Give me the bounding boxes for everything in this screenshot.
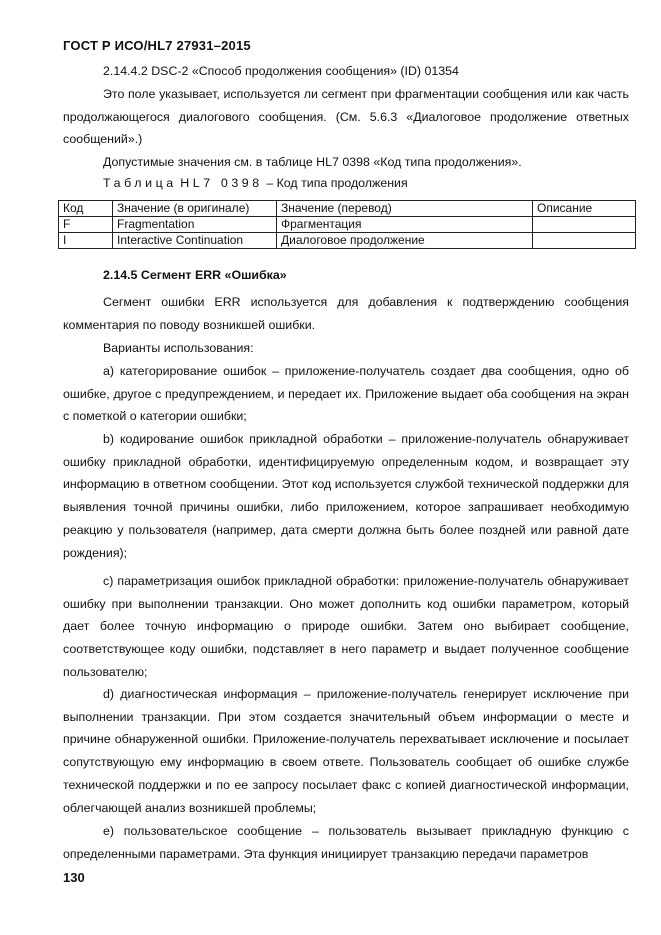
variants-label: Варианты использования: [103, 341, 254, 355]
allowed-values-note: Допустимые значения см. в таблице HL7 0398 «Код типа продолжения». [103, 155, 522, 169]
table-caption [103, 176, 408, 190]
table-cell: Interactive Continuation [113, 233, 277, 249]
field-title: 2.14.4.2 DSC-2 «Способ продолжения сообщения» (ID) 01354 [103, 64, 459, 78]
table-cell [533, 217, 636, 233]
continuation-type-table [58, 200, 636, 249]
table-caption-word: Таблица [103, 176, 177, 190]
table-header-cell: Значение (в оригинале) [113, 201, 277, 217]
table-caption-code: HL7 0398 [180, 176, 263, 190]
table-cell: Фрагментация [277, 217, 533, 233]
table-row [59, 217, 636, 233]
table-row [59, 233, 636, 249]
field-description: Это поле указывает, используется ли сегмент при фрагментации сообщения или как часть продолжающегося диалогового сообщения. (См. 5.6.3 «Диалоговое продолжение ответных сообщений».) [63, 87, 629, 147]
list-item: d) диагностическая информация – приложение-получатель генерирует исключение при выполнении транзакции. При этом создается значительный объем информации о месте и причине обнаруженной ошибки. Приложение-получатель перехватывает исключение и посылает сопутствующую ему информацию в своем ответе. Пользователь сообщает об ошибке службе технической поддержки и по ее запросу посылает факс с копией диагностической информации, облегчающей анализ возникшей проблемы; [63, 687, 629, 815]
table-header-cell: Код [59, 201, 113, 217]
document-header: ГОСТ Р ИСО/HL7 27931–2015 [63, 38, 251, 53]
list-item: b) кодирование ошибок прикладной обработки – приложение-получатель обнаруживает ошибку прикладной обработки, идентифицируемую определенным кодом, и возвращает эту информацию в ответном сообщении. Этот код используется службой технической поддержки для выявления точной причины ошибки, либо приложением, которое запрашивает необходимую реакцию у пользователя (например, дата смерти должна быть более поздней или равной дате рождения); [63, 432, 629, 560]
table-cell: Fragmentation [113, 217, 277, 233]
table-cell: F [59, 217, 113, 233]
section-intro: Сегмент ошибки ERR используется для добавления к подтверждению сообщения комментария по поводу возникшей ошибки. [63, 295, 629, 332]
list-item: e) пользовательское сообщение – пользователь вызывает прикладную функцию с определенными параметрами. Эта функция инициирует транзакцию передачи параметров [63, 824, 629, 861]
table-caption-rest: – Код типа продолжения [266, 176, 408, 190]
list-item: a) категорирование ошибок – приложение-получатель создает два сообщения, одно об ошибке, другое с предупреждением, и передает их. Приложение выдает оба сообщения на экран с пометкой о категории ошибки; [63, 364, 629, 424]
table-cell: I [59, 233, 113, 249]
table-cell [533, 233, 636, 249]
section-heading: 2.14.5 Сегмент ERR «Ошибка» [103, 268, 287, 282]
table-header-cell: Описание [533, 201, 636, 217]
page-number: 130 [63, 870, 85, 885]
table-cell: Диалоговое продолжение [277, 233, 533, 249]
table-header-row [59, 201, 636, 217]
list-item: c) параметризация ошибок прикладной обработки: приложение-получатель обнаруживает ошибку при выполнении транзакции. Оно может дополнить код ошибки параметром, который дает более точную информацию о природе ошибки. Затем оно выбирает сообщение, соответствующее коду ошибки, подставляет в него параметр и выдает полученное сообщение пользователю; [63, 574, 629, 679]
table-header-cell: Значение (перевод) [277, 201, 533, 217]
